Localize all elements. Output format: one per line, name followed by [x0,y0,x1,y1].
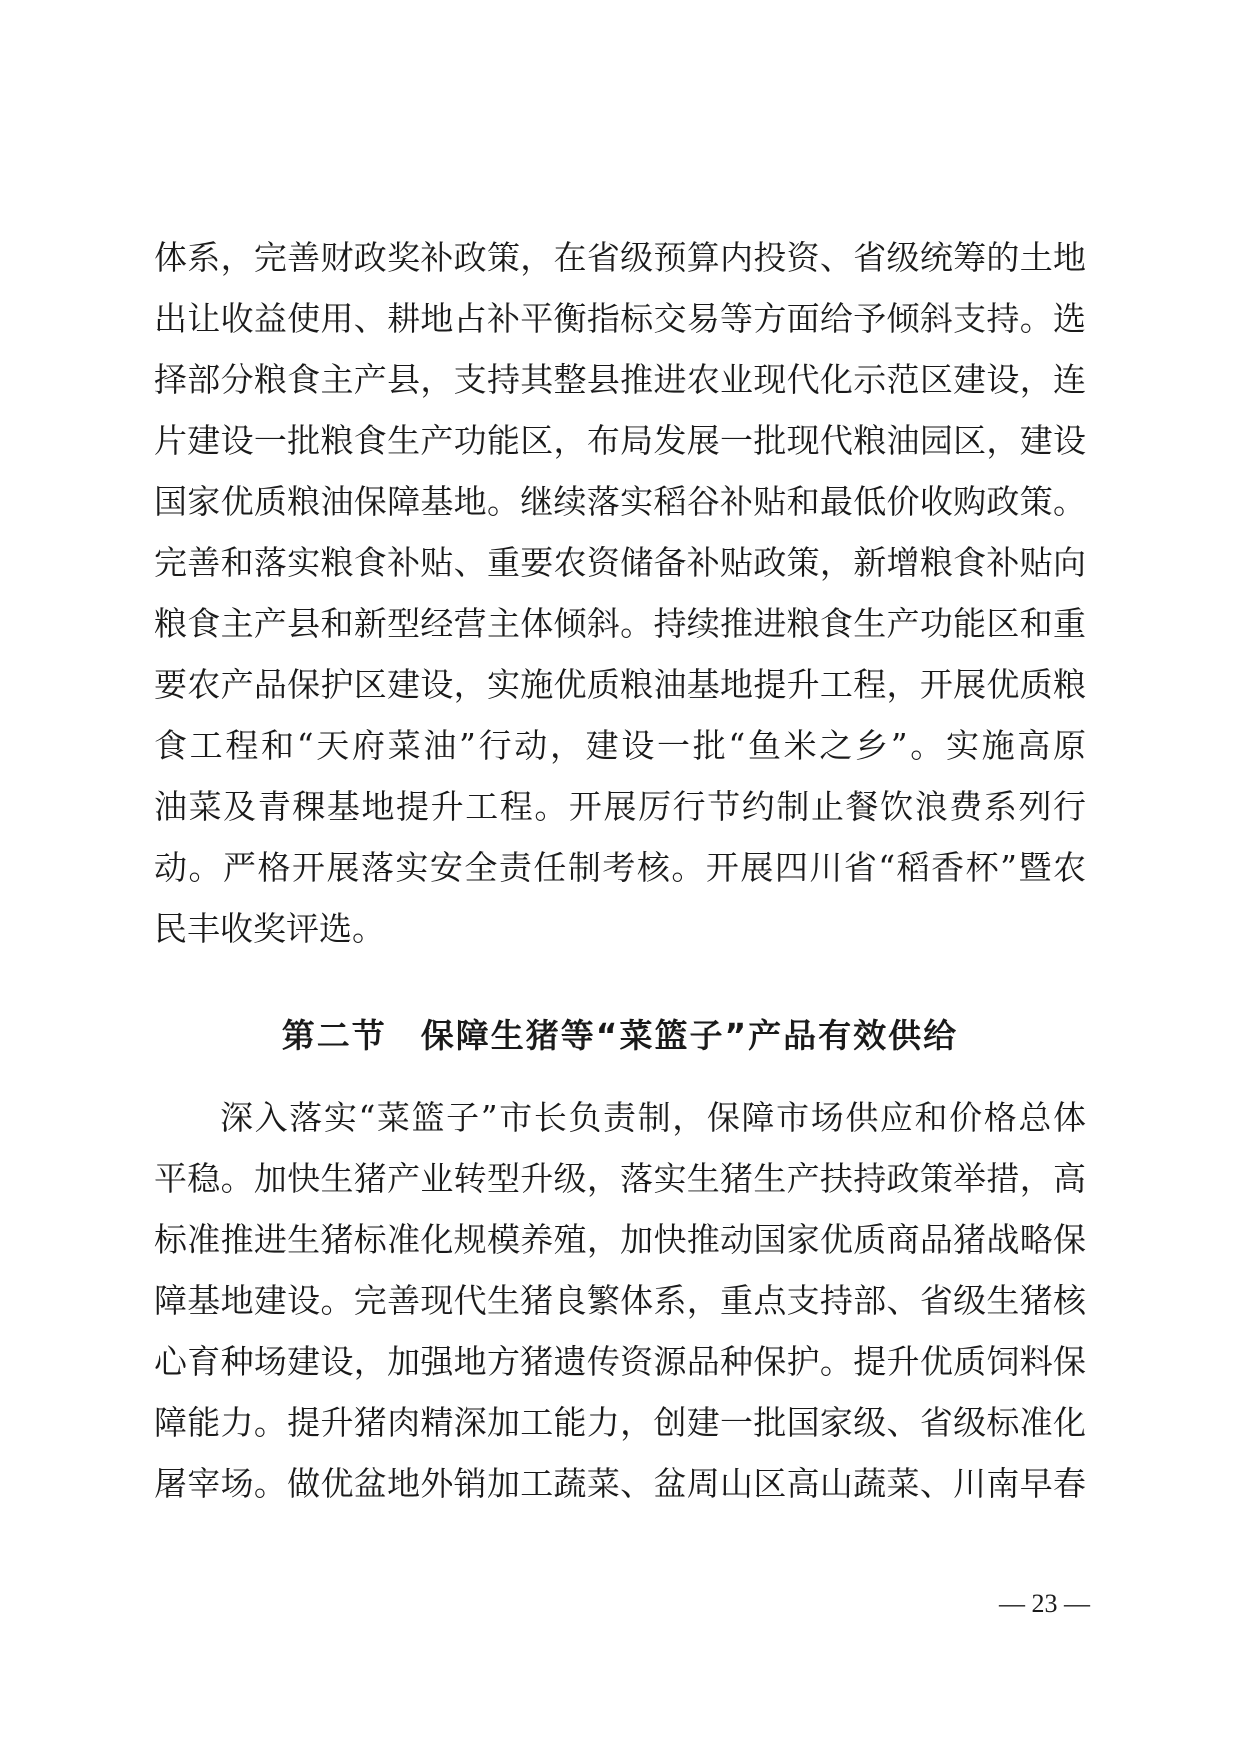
paragraph-2-line: 障基地建设。完善现代生猪良繁体系，重点支持部、省级生猪核 [154,1281,1086,1320]
section-title: 保障生猪等“菜篮子”产品有效供给 [420,1016,959,1055]
paragraph-1-line: 要农产品保护区建设，实施优质粮油基地提升工程，开展优质粮 [154,665,1086,704]
paragraph-1-line: 择部分粮食主产县，支持其整县推进农业现代化示范区建设，连 [154,360,1086,399]
paragraph-1-line: 动。严格开展落实安全责任制考核。开展四川省“稻香杯”暨农 [154,848,1086,887]
paragraph-1-line: 国家优质粮油保障基地。继续落实稻谷补贴和最低价收购政策。 [154,482,1086,521]
section-heading [0,1010,1240,1057]
paragraph-2 [154,1087,1086,1514]
paragraph-1-line: 片建设一批粮食生产功能区，布局发展一批现代粮油园区，建设 [154,421,1086,460]
paragraph-2-line: 心育种场建设，加强地方猪遗传资源品种保护。提升优质饲料保 [154,1342,1086,1381]
paragraph-2-line: 标准推进生猪标准化规模养殖，加快推动国家优质商品猪战略保 [154,1220,1086,1259]
paragraph-1-line: 完善和落实粮食补贴、重要农资储备补贴政策，新增粮食补贴向 [154,543,1086,582]
paragraph-1-line: 体系，完善财政奖补政策，在省级预算内投资、省级统筹的土地 [154,238,1086,277]
page-number: — 23 — [999,1589,1090,1618]
paragraph-1 [154,227,1086,959]
section-number: 第二节 [281,1016,387,1055]
paragraph-1-line: 粮食主产县和新型经营主体倾斜。持续推进粮食生产功能区和重 [154,604,1086,643]
paragraph-2-line: 障能力。提升猪肉精深加工能力，创建一批国家级、省级标准化 [154,1403,1086,1442]
paragraph-1-line: 油菜及青稞基地提升工程。开展厉行节约制止餐饮浪费系列行 [154,787,1086,826]
paragraph-1-line: 食工程和“天府菜油”行动，建设一批“鱼米之乡”。实施高原 [154,726,1086,765]
paragraph-1-line: 民丰收奖评选。 [154,909,385,948]
paragraph-1-line: 出让收益使用、耕地占补平衡指标交易等方面给予倾斜支持。选 [154,299,1086,338]
paragraph-2-line: 屠宰场。做优盆地外销加工蔬菜、盆周山区高山蔬菜、川南早春 [154,1464,1086,1503]
paragraph-2-line: 平稳。加快生猪产业转型升级，落实生猪生产扶持政策举措，高 [154,1159,1086,1198]
paragraph-2-line: 深入落实“菜篮子”市长负责制，保障市场供应和价格总体 [220,1098,1086,1137]
